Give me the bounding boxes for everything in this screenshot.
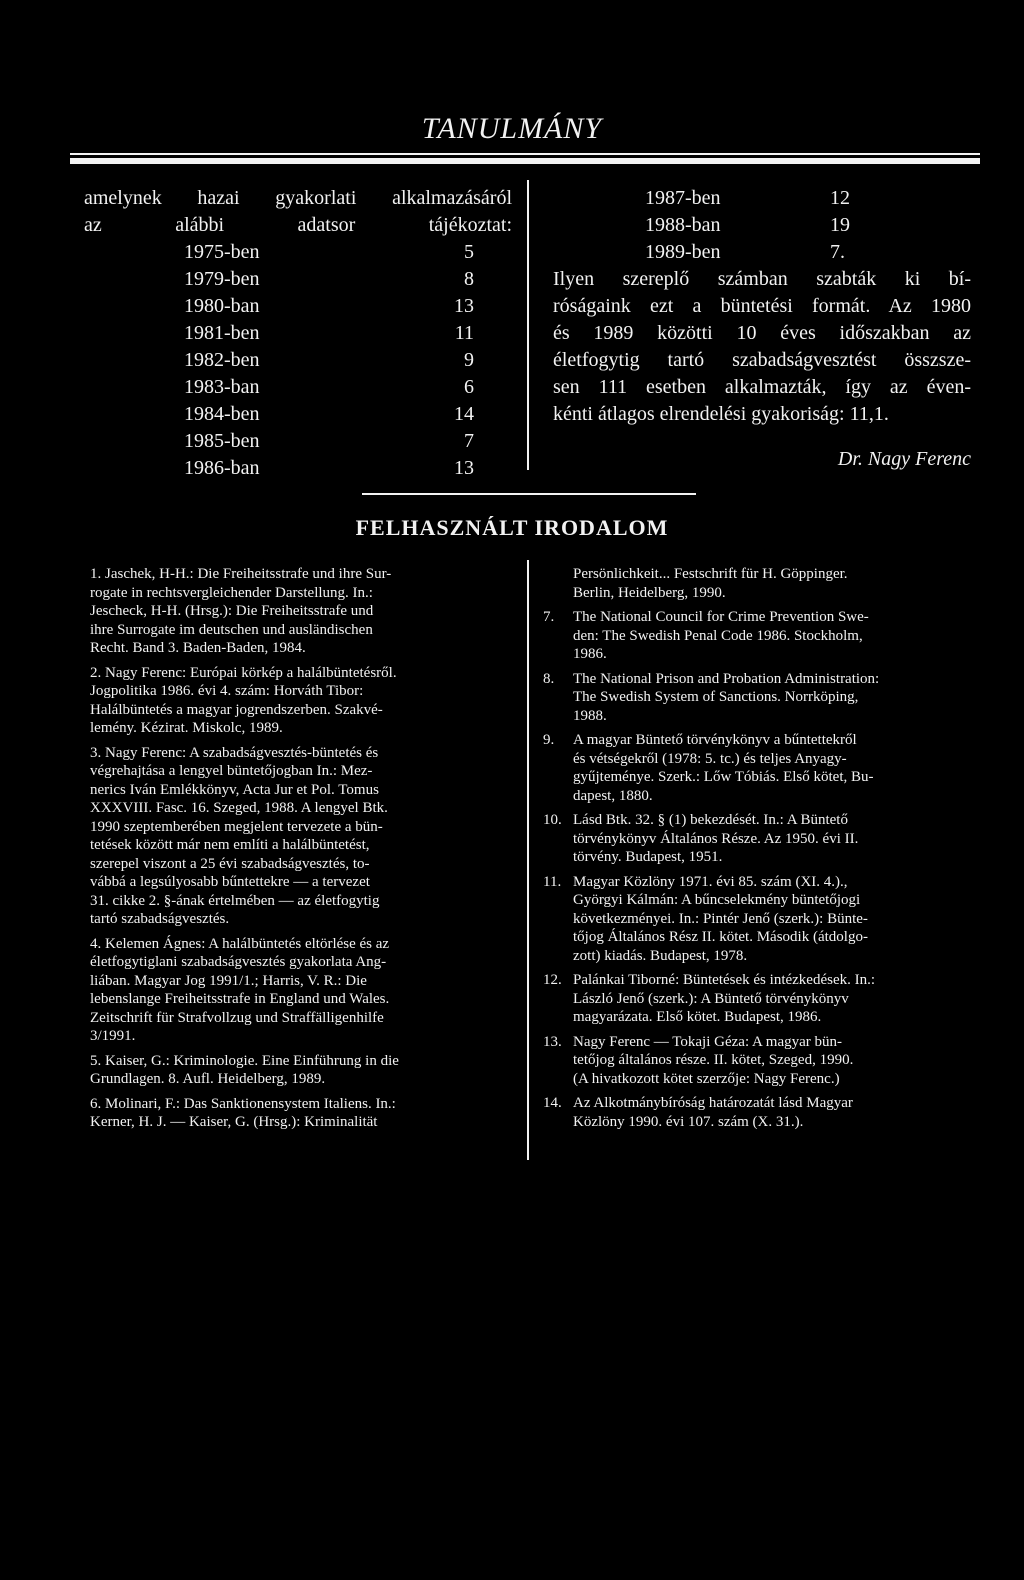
stat-value: 9 — [464, 349, 474, 371]
reference-line: 3. Nagy Ferenc: A szabadságvesztés-büntetés és — [90, 744, 379, 761]
header-rule-thin — [70, 153, 980, 155]
reference-line: Lásd Btk. 32. § (1) bekezdését. In.: A Büntető — [573, 812, 848, 828]
reference-item — [90, 664, 513, 738]
reference-line: A magyar Büntető törvénykönyv a bűntettekről — [573, 732, 857, 748]
stat-year: 1984-ben — [184, 403, 260, 425]
reference-line: Grundlagen. 8. Aufl. Heidelberg, 1989. — [90, 1071, 326, 1087]
reference-line: Recht. Band 3. Baden-Baden, 1984. — [90, 640, 306, 656]
reference-line: Az Alkotmánybíróság határozatát lásd Magyar — [573, 1095, 853, 1111]
reference-body — [573, 811, 983, 867]
reference-line: Nagy Ferenc — Tokaji Géza: A magyar bün- — [573, 1033, 843, 1050]
reference-line: 4. Kelemen Ágnes: A halálbüntetés eltörlése és az — [90, 935, 390, 952]
reference-line: den: The Swedish Penal Code 1986. Stockholm, — [573, 627, 863, 644]
reference-line: Zeitschrift für Strafvollzug und Straffälligenhilfe — [90, 1009, 384, 1026]
reference-line: tetések között már nem említi a halálbüntetést, — [90, 837, 370, 853]
stat-year: 1986-ban — [184, 457, 260, 479]
reference-line: törvény. Budapest, 1951. — [573, 849, 723, 865]
reference-body — [573, 608, 983, 664]
reference-number: 11. — [543, 873, 562, 890]
stat-value: 6 — [464, 376, 474, 398]
stat-row — [84, 455, 512, 482]
paragraph-line: és 1989 közötti 10 éves időszakban az — [553, 322, 971, 344]
reference-line: Berlin, Heidelberg, 1990. — [573, 584, 726, 601]
reference-item — [543, 565, 983, 602]
intro-column — [84, 185, 512, 482]
header-rule-thick — [70, 158, 980, 164]
reference-line: 2. Nagy Ferenc: Európai körkép a halálbüntetésről. — [90, 664, 397, 681]
intro-line: amelynek hazai gyakorlati alkalmazásáról — [84, 187, 512, 209]
section-divider — [362, 493, 696, 495]
reference-line: Jogpolitika 1986. évi 4. szám: Horváth Tibor: — [90, 683, 364, 699]
reference-number: 12. — [543, 972, 562, 988]
reference-body — [573, 971, 983, 1027]
reference-line: tetőjog általános része. II. kötet, Szeged, 1990. — [573, 1052, 854, 1068]
stat-year: 1980-ban — [184, 295, 260, 317]
reference-number: 13. — [543, 1033, 562, 1050]
stat-row — [84, 347, 512, 374]
stat-value: 8 — [464, 268, 474, 290]
stat-year: 1975-ben — [184, 241, 260, 263]
reference-line: ihre Surrogate im deutschen und ausländischen — [90, 621, 373, 638]
stats-table-left — [84, 239, 512, 482]
reference-line: Palánkai Tiborné: Büntetések és intézkedések. In.: — [573, 972, 876, 988]
stat-value: 11 — [454, 322, 474, 344]
conclusion-column — [553, 185, 971, 473]
stat-value: 14 — [454, 403, 474, 425]
reference-line: liában. Magyar Jog 1991/1.; Harris, V. R.: Die — [90, 972, 367, 989]
stat-year: 1981-ben — [184, 322, 260, 344]
reference-line: zott) kiadás. Budapest, 1978. — [573, 947, 748, 964]
reference-item — [90, 1095, 513, 1132]
reference-line: The Swedish System of Sanctions. Norrköping, — [573, 689, 859, 705]
paragraph-line: róságaink ezt a büntetési formát. Az 1980 — [553, 295, 971, 317]
reference-line: és vétségekről (1978: 5. tc.) és teljes Anyagy- — [573, 750, 847, 767]
references-right-column — [543, 565, 983, 1137]
reference-line: vábbá a legsúlyosabb bűntettekre — a tervezet — [90, 874, 370, 890]
reference-line: gyűjteménye. Szerk.: Lőw Tóbiás. Első kötet, Bu- — [573, 769, 874, 785]
stat-value: 7. — [830, 241, 845, 263]
stat-row — [84, 266, 512, 293]
stat-value: 12 — [830, 187, 850, 209]
reference-item — [90, 744, 513, 929]
reference-number — [543, 565, 573, 602]
stat-year: 1989-ben — [645, 241, 721, 263]
reference-number: 8. — [543, 670, 555, 687]
reference-item — [543, 1094, 983, 1131]
reference-number: 10. — [543, 812, 562, 828]
stat-value: 13 — [454, 295, 474, 317]
reference-line: 1986. — [573, 646, 607, 662]
stat-year: 1983-ban — [184, 376, 260, 398]
reference-line: következményei. In.: Pintér Jenő (szerk.): Bünte- — [573, 910, 868, 927]
stat-row — [84, 374, 512, 401]
reference-line: lemény. Kézirat. Miskolc, 1989. — [90, 720, 283, 736]
reference-item — [543, 873, 983, 966]
stats-table-right — [553, 185, 971, 266]
reference-line: 3/1991. — [90, 1028, 136, 1044]
stat-row — [553, 185, 971, 212]
reference-line: Kerner, H. J. — Kaiser, G. (Hrsg.): Kriminalität — [90, 1114, 378, 1130]
reference-number: 7. — [543, 609, 555, 625]
reference-line: 1988. — [573, 707, 607, 724]
reference-line: Györgyi Kálmán: A bűncselekmény büntetőjogi — [573, 892, 861, 908]
reference-line: magyarázata. Első kötet. Budapest, 1986. — [573, 1009, 822, 1025]
reference-number: 14. — [543, 1095, 562, 1111]
stat-value: 19 — [830, 214, 850, 236]
reference-item — [543, 811, 983, 867]
reference-line: végrehajtása a lengyel büntetőjogban In.: Mez- — [90, 763, 373, 779]
stat-row — [84, 428, 512, 455]
reference-line: 31. cikke 2. §-ának értelmében — az életfogytig — [90, 892, 380, 909]
stat-year: 1979-ben — [184, 268, 260, 290]
reference-item — [543, 608, 983, 664]
reference-line: László Jenő (szerk.): A Büntető törvénykönyv — [573, 990, 849, 1007]
reference-line: lebenslange Freiheitsstrafe in England und Wales. — [90, 991, 390, 1007]
stat-row — [84, 320, 512, 347]
reference-line: The National Council for Crime Prevention Swe- — [573, 609, 869, 625]
column-divider-top — [527, 180, 529, 470]
reference-body — [573, 1033, 983, 1089]
stat-value: 13 — [454, 457, 474, 479]
reference-line: Jescheck, H-H. (Hrsg.): Die Freiheitsstrafe und — [90, 603, 374, 619]
reference-line: 1990 szeptemberében megjelent tervezete a bün- — [90, 818, 383, 835]
intro-line: az alábbi adatsor tájékoztat: — [84, 214, 512, 236]
reference-item — [90, 565, 513, 658]
reference-line: tőjog Általános Rész II. kötet. Második (átdolgo- — [573, 929, 868, 945]
stat-row — [84, 401, 512, 428]
stat-year: 1985-ben — [184, 430, 260, 452]
conclusion-paragraph — [553, 266, 971, 428]
reference-line: (A hivatkozott kötet szerzője: Nagy Ferenc.) — [573, 1070, 840, 1087]
reference-body — [573, 670, 983, 726]
author-signature: Dr. Nagy Ferenc — [837, 448, 971, 470]
paragraph-line: életfogytig tartó szabadságvesztést összsze- — [553, 349, 971, 371]
reference-item — [543, 670, 983, 726]
reference-item — [90, 1052, 513, 1089]
section-title: FELHASZNÁLT IRODALOM — [355, 515, 669, 540]
reference-line: tartó szabadságvesztés. — [90, 911, 230, 927]
stat-year: 1982-ben — [184, 349, 260, 371]
reference-line: Magyar Közlöny 1971. évi 85. szám (XI. 4.)., — [573, 873, 848, 890]
stat-row — [84, 293, 512, 320]
stat-row — [553, 212, 971, 239]
stat-value: 5 — [464, 241, 474, 263]
reference-item — [543, 971, 983, 1027]
reference-body — [573, 731, 983, 805]
stat-year: 1988-ban — [645, 214, 721, 236]
paragraph-line: kénti átlagos elrendelési gyakoriság: 11,1. — [553, 403, 889, 425]
reference-line: törvénykönyv Általános Része. Az 1950. évi II. — [573, 830, 859, 847]
reference-line: 6. Molinari, F.: Das Sanktionensystem Italiens. In.: — [90, 1095, 396, 1112]
paragraph-line: sen 111 esetben alkalmazták, így az éven- — [553, 376, 971, 398]
stat-row — [553, 239, 971, 266]
reference-line: Persönlichkeit... Festschrift für H. Göppinger. — [573, 566, 848, 582]
page-header-title: TANULMÁNY — [421, 112, 603, 145]
reference-line: 5. Kaiser, G.: Kriminologie. Eine Einführung in die — [90, 1052, 399, 1069]
stat-value: 7 — [464, 430, 474, 452]
reference-body — [573, 873, 983, 966]
reference-body — [573, 1094, 983, 1131]
reference-line: nerics Iván Emlékkönyv, Acta Jur et Pol. Tomus — [90, 781, 379, 798]
reference-line: The National Prison and Probation Administration: — [573, 670, 880, 687]
reference-line: 1. Jaschek, H-H.: Die Freiheitsstrafe und ihre Sur- — [90, 566, 392, 582]
reference-item — [90, 935, 513, 1046]
reference-line: Közlöny 1990. évi 107. szám (X. 31.). — [573, 1113, 804, 1130]
reference-line: rogate in rechtsvergleichender Darstellung. In.: — [90, 584, 373, 601]
reference-line: dapest, 1880. — [573, 787, 653, 804]
column-divider-refs — [527, 560, 529, 1160]
reference-line: szerepel viszont a 25 évi szabadságvesztés, to- — [90, 855, 370, 872]
reference-item — [543, 1033, 983, 1089]
stat-row — [84, 239, 512, 266]
references-left-column — [90, 565, 513, 1138]
reference-line: XXXVIII. Fasc. 16. Szeged, 1988. A lengyel Btk. — [90, 800, 388, 816]
reference-body — [573, 565, 983, 602]
reference-item — [543, 731, 983, 805]
stat-year: 1987-ben — [645, 187, 721, 209]
reference-number: 9. — [543, 732, 555, 748]
reference-line: Halálbüntetés a magyar jogrendszerben. Szakvé- — [90, 701, 383, 718]
paragraph-line: Ilyen szereplő számban szabták ki bí- — [553, 268, 971, 290]
reference-line: életfogytiglani szabadságvesztés gyakorlata Ang- — [90, 954, 387, 970]
